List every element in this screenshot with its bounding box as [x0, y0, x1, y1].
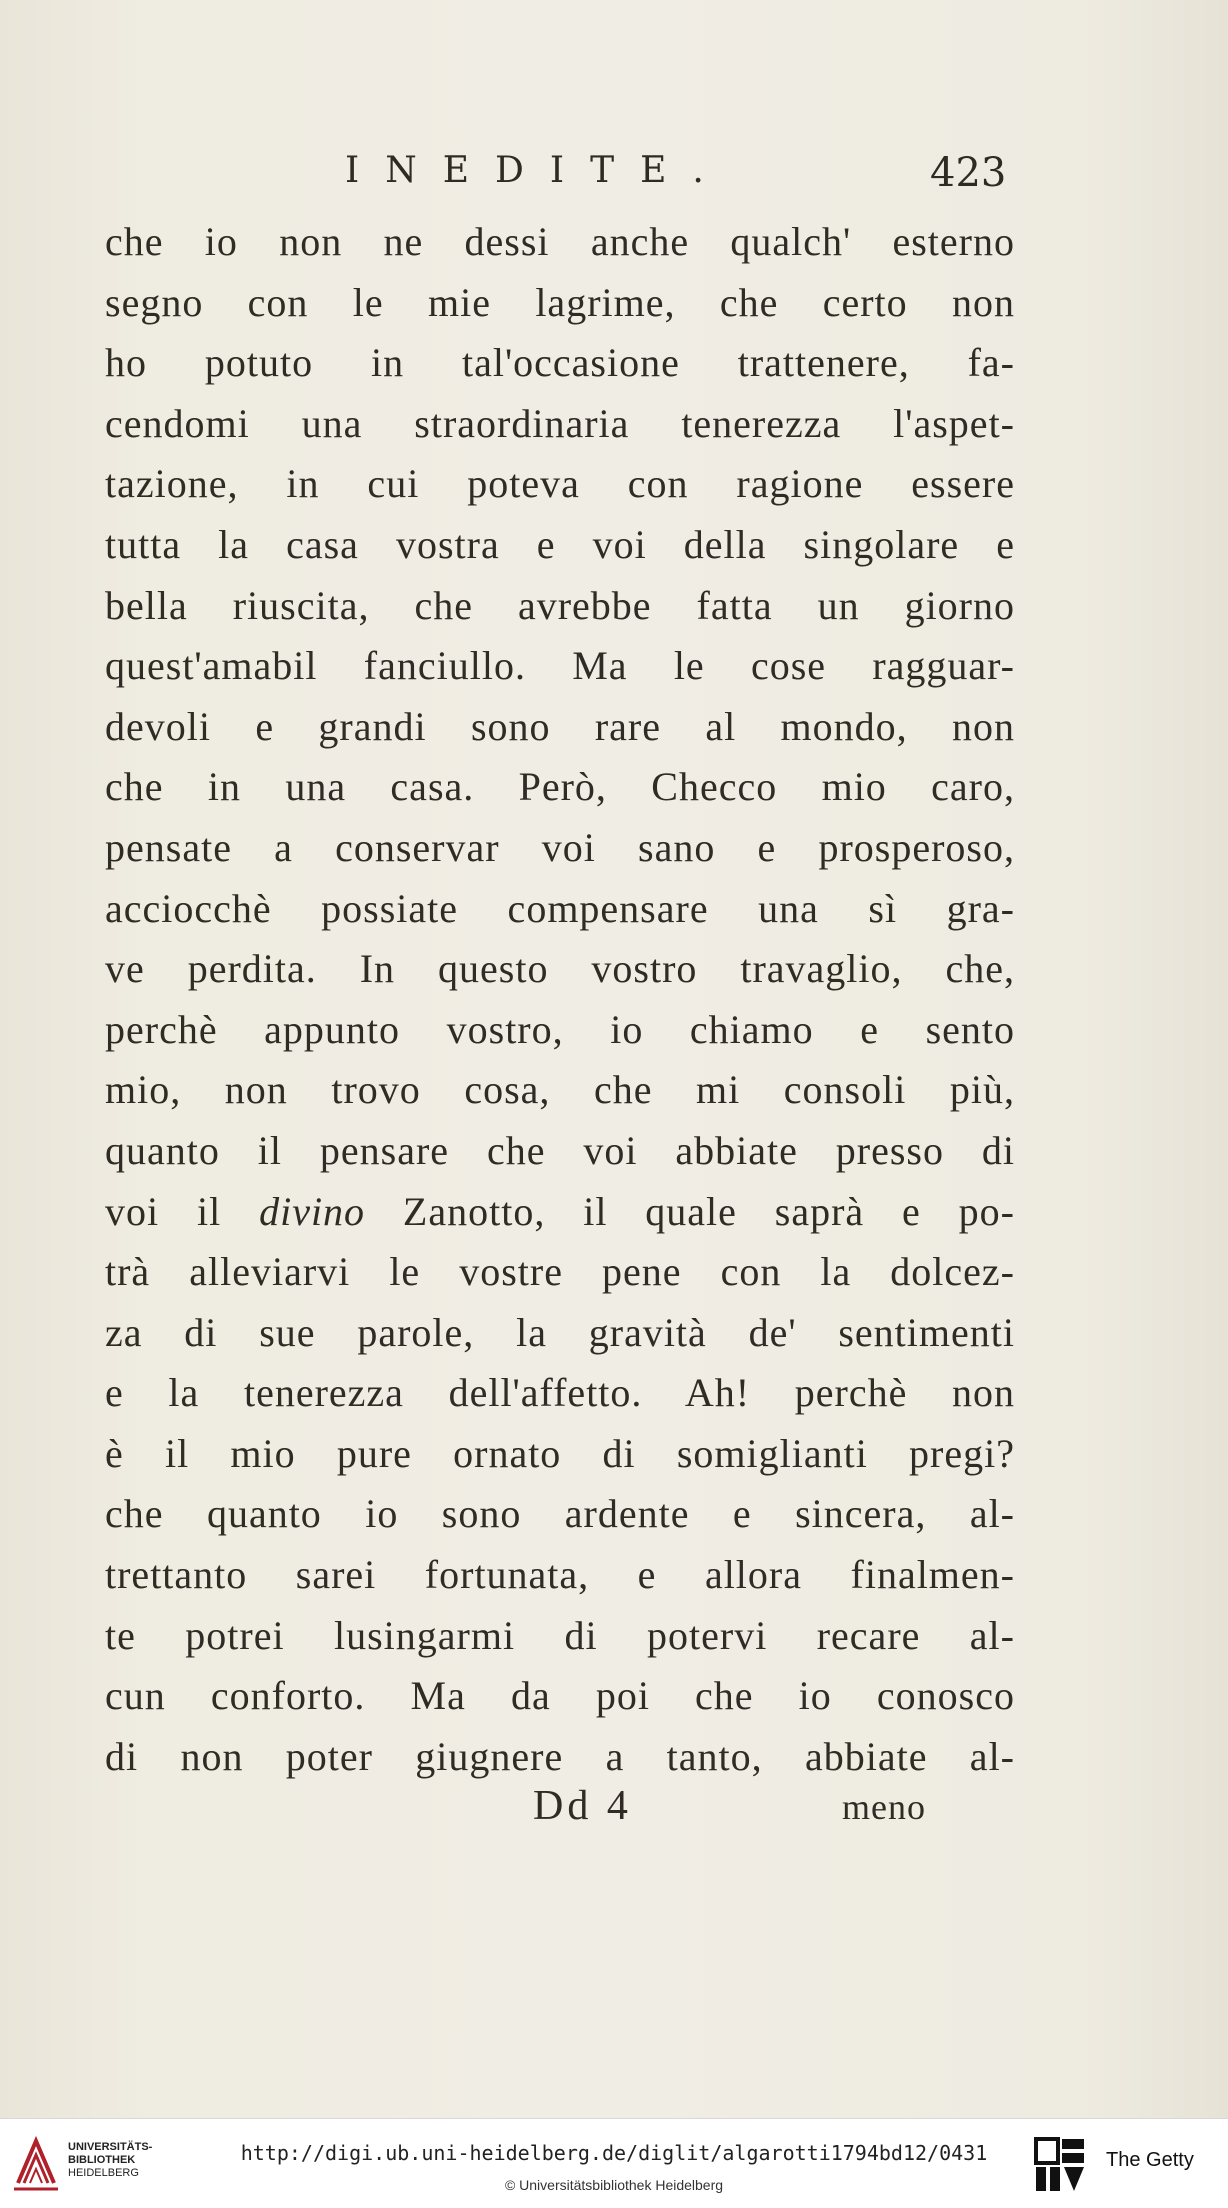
text-line: perchè appunto vostro, io chiamo e sento [105, 1006, 1015, 1052]
body-text [105, 212, 1015, 1787]
italic-word: divino [259, 1188, 366, 1234]
catchline [0, 1782, 1228, 1842]
footer-bar [0, 2118, 1228, 2208]
text-line: bella riuscita, che avrebbe fatta un giorno [105, 582, 1015, 628]
text-line: te potrei lusingarmi di potervi recare al- [105, 1612, 1015, 1658]
institution-line: BIBLIOTHEK [68, 2154, 136, 2166]
text-line: devoli e grandi sono rare al mondo, non [105, 703, 1015, 749]
signature-mark: Dd 4 [533, 1783, 632, 1829]
text-line: trà alleviarvi le vostre pene con la dolcez- [105, 1249, 1015, 1295]
text-line: za di sue parole, la gravità de' sentimenti [105, 1309, 1015, 1355]
catchword: meno [842, 1787, 926, 1827]
partner-name: The Getty [1106, 2149, 1194, 2171]
text-line: quanto il pensare che voi abbiate presso di [105, 1127, 1015, 1173]
copyright-notice: © Universitätsbibliothek Heidelberg [504, 2177, 724, 2193]
text-line: tazione, in cui poteva con ragione essere [105, 461, 1015, 507]
running-head-title: INEDITE. [345, 150, 730, 191]
text-line: ve perdita. In questo vostro travaglio, che, [105, 946, 1015, 992]
text-line: che quanto io sono ardente e sincera, al- [105, 1491, 1015, 1537]
text-line: ho potuto in tal'occasione trattenere, fa- [105, 340, 1015, 386]
text-segment: Zanotto, il quale saprà e po- [365, 1188, 1015, 1234]
text-line: di non poter giugnere a tanto, abbiate al- [105, 1733, 1015, 1779]
text-line: segno con le mie lagrime, che certo non [105, 279, 1015, 325]
text-line: tutta la casa vostra e voi della singolare e [105, 521, 1015, 567]
institution-line: HEIDELBERG [68, 2167, 139, 2179]
text-line: e la tenerezza dell'affetto. Ah! perchè non [105, 1370, 1015, 1416]
page-number: 423 [930, 150, 1007, 196]
text-line: che in una casa. Però, Checco mio caro, [105, 764, 1015, 810]
text-line: pensate a conservar voi sano e prosperoso, [105, 824, 1015, 870]
text-line: trettanto sarei fortunata, e allora finalmen- [105, 1552, 1015, 1598]
permalink-link[interactable]: http://digi.ub.uni-heidelberg.de/diglit/algarotti1794bd12/0431 [240, 2141, 988, 2165]
text-line: mio, non trovo cosa, che mi consoli più, [105, 1067, 1015, 1113]
text-line: cendomi una straordinaria tenerezza l'aspet- [105, 400, 1015, 446]
text-line: che io non ne dessi anche qualch' esterno [105, 219, 1015, 264]
running-head [0, 150, 1228, 210]
text-line: cun conforto. Ma da poi che io conosco [105, 1673, 1015, 1719]
getty-logo-icon [1034, 2137, 1086, 2193]
text-line: acciocchè possiate compensare una sì gra- [105, 885, 1015, 931]
text-line: quest'amabil fanciullo. Ma le cose ragguar- [105, 643, 1015, 689]
text-segment: voi il [105, 1188, 260, 1234]
text-line-italic-mix [105, 1182, 1015, 1243]
text-line: è il mio pure ornato di somiglianti pregi? [105, 1430, 1015, 1476]
institution-line: UNIVERSITÄTS- [68, 2141, 153, 2153]
